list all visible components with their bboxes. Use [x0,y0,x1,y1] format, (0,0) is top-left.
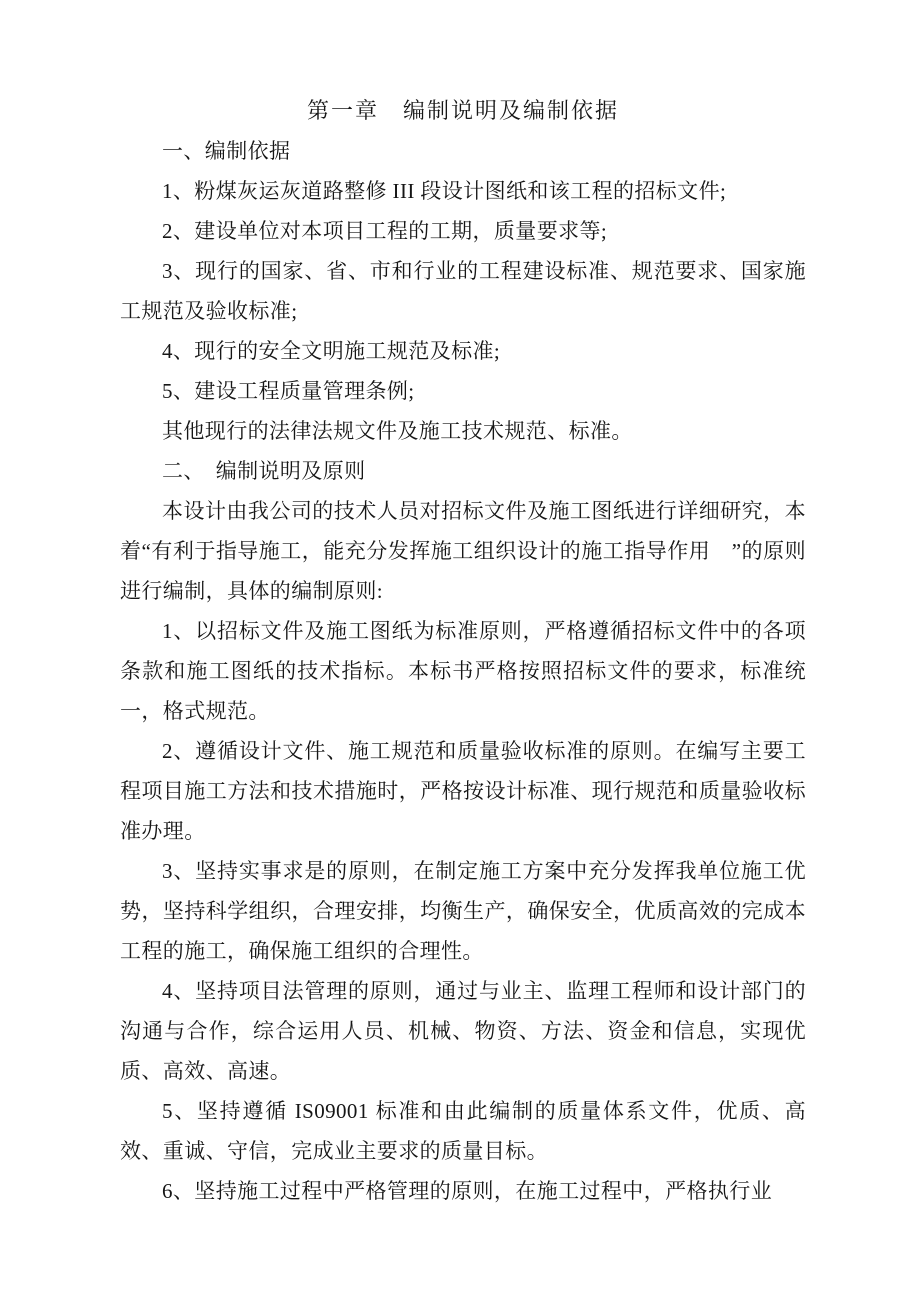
basis-item-2: 2、建设单位对本项目工程的工期，质量要求等; [162,219,608,243]
principle-item-3: 3、坚持实事求是的原则，在制定施工方案中充分发挥我单位施工优势，坚持科学组织，合理安排，均衡生产，确保安全，优质高效的完成本工程的施工，确保施工组织的合理性。 [120,859,806,963]
chapter-title: 第一章 编制说明及编制依据 [306,98,619,123]
principle-item-2: 2、遵循设计文件、施工规范和质量验收标准的原则。在编写主要工程项目施工方法和技术措施时，严格按设计标准、现行规范和质量验收标准办理。 [120,739,806,843]
principle-item-4: 4、坚持项目法管理的原则，通过与业主、监理工程师和设计部门的沟通与合作，综合运用人员、机械、物资、方法、资金和信息，实现优质、高效、高速。 [120,979,806,1083]
basis-item-5: 5、建设工程质量管理条例; [162,379,415,403]
section-heading-1: 一、编制依据 [162,139,291,163]
basis-item-1: 1、粉煤灰运灰道路整修 III 段设计图纸和该工程的招标文件; [162,179,727,203]
section-heading-2: 二、 编制说明及原则 [162,459,366,483]
principle-item-1: 1、以招标文件及施工图纸为标准原则，严格遵循招标文件中的各项条款和施工图纸的技术指标。本标书严格按照招标文件的要求，标准统一，格式规范。 [120,619,806,723]
basis-item-3: 3、现行的国家、省、市和行业的工程建设标准、规范要求、国家施工规范及验收标准; [120,259,806,323]
basis-item-other: 其他现行的法律法规文件及施工技术规范、标准。 [162,419,633,443]
basis-item-4: 4、现行的安全文明施工规范及标准; [162,339,501,363]
intro-paragraph: 本设计由我公司的技术人员对招标文件及施工图纸进行详细研究，本着“有利于指导施工，能充分发挥施工组织设计的施工指导作用 ”的原则进行编制，具体的编制原则: [120,499,806,603]
principle-item-6: 6、坚持施工过程中严格管理的原则，在施工过程中，严格执行业 [162,1179,773,1203]
principle-item-5: 5、坚持遵循 IS09001 标准和由此编制的质量体系文件，优质、高效、重诚、守信，完成业主要求的质量目标。 [120,1099,806,1163]
